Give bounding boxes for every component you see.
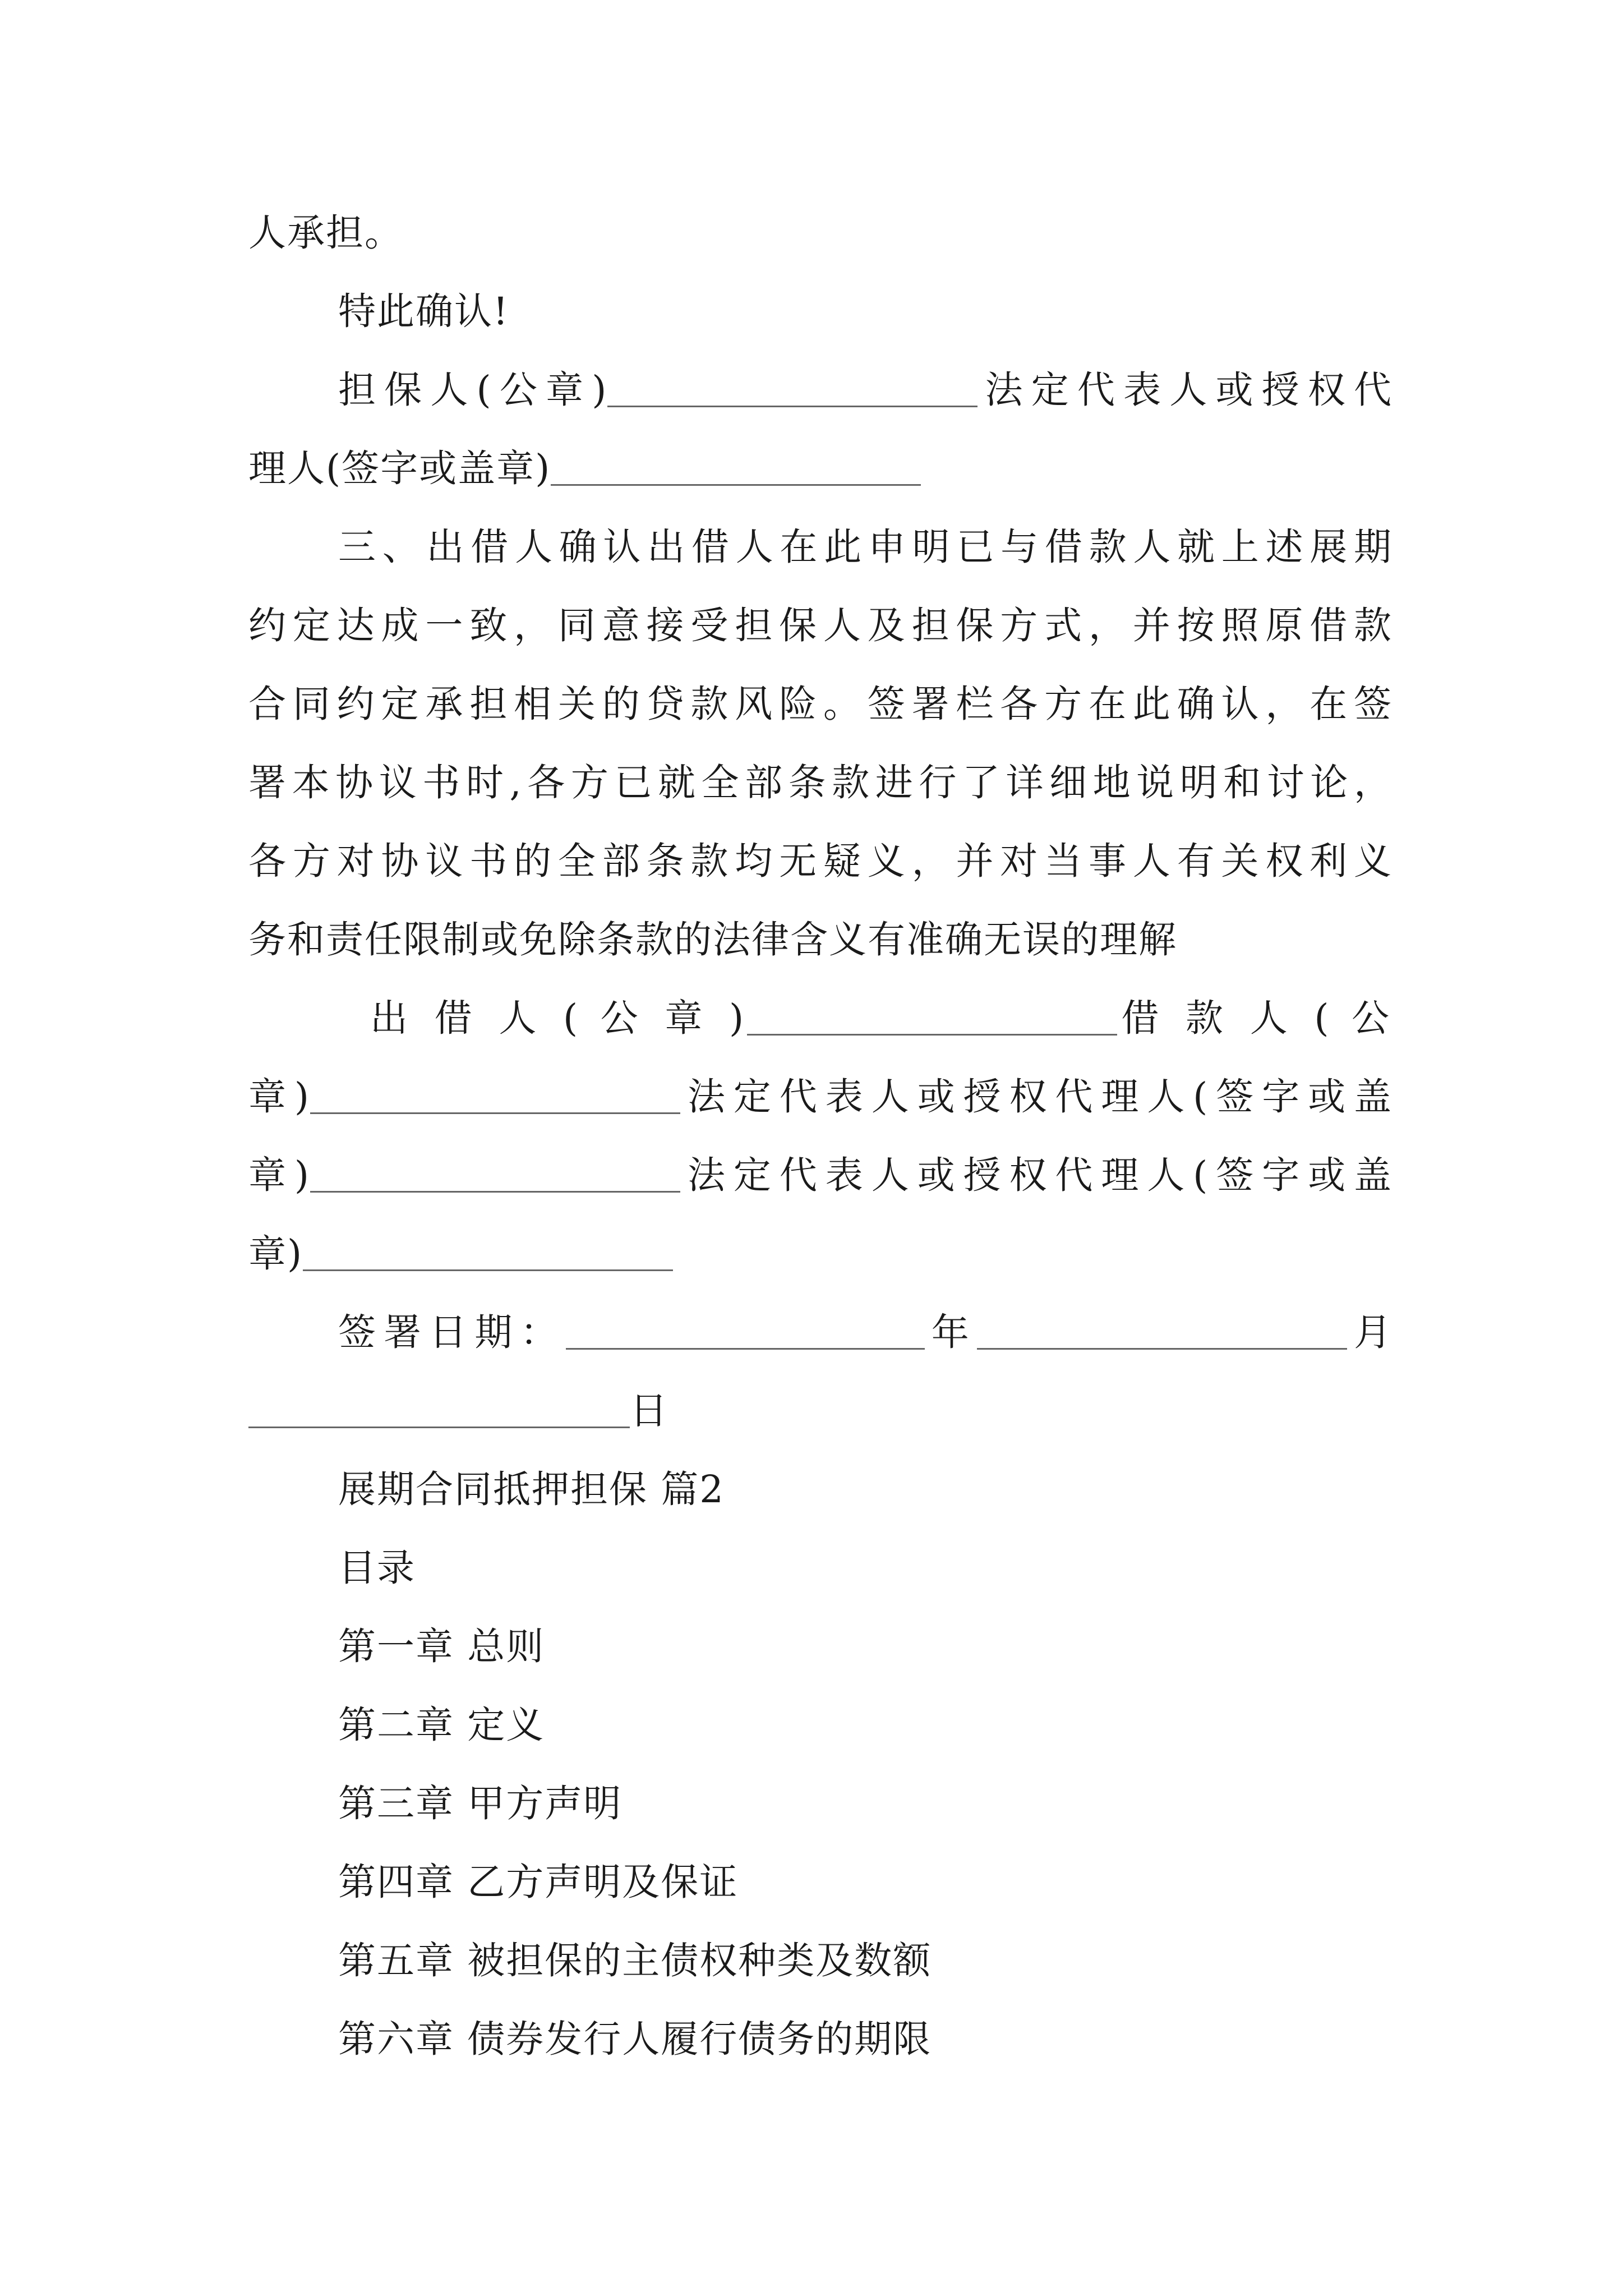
line-text: 第六章 债券发行人履行债务的期限	[338, 2017, 932, 2061]
paragraph-line	[248, 743, 1393, 822]
line-text: 展期合同抵押担保 篇2	[338, 1467, 725, 1511]
line-text: 章)	[248, 1153, 311, 1197]
line-text: 第三章 甲方声明	[338, 1782, 623, 1825]
line-text: 法定代表人或授权代	[978, 368, 1393, 412]
line-text: 合同约定承担相关的贷款风险。签署栏各方在此确认，在签	[248, 682, 1393, 726]
lender-borrower-line	[370, 979, 1393, 1057]
signature-line	[248, 1214, 1393, 1293]
signature-line	[248, 1057, 1393, 1136]
line-text: 各方对协议书的全部条款均无疑义，并对当事人有关权利义	[248, 839, 1393, 883]
paragraph-line	[248, 586, 1393, 665]
guarantor-signature-line	[338, 351, 1393, 429]
signature-blank	[747, 1032, 1117, 1036]
text-line	[338, 272, 1393, 351]
toc-item	[338, 1921, 1393, 2000]
line-text: 目录	[338, 1546, 416, 1590]
line-text: 第四章 乙方声明及保证	[338, 1860, 739, 1904]
paragraph-line	[338, 508, 1393, 586]
signature-blank	[310, 1189, 680, 1193]
line-text: 第二章 定义	[338, 1703, 545, 1747]
line-text: 年	[924, 1310, 977, 1354]
toc-item	[338, 1764, 1393, 1843]
line-text: 务和责任限制或免除条款的法律含义有准确无误的理解	[248, 918, 1177, 961]
signing-date-line	[338, 1293, 1393, 1372]
line-text: 月	[1347, 1310, 1393, 1354]
line-text: 理人(签字或盖章)	[248, 447, 551, 490]
line-text: 日	[630, 1389, 668, 1433]
line-text: 章)	[248, 1232, 303, 1276]
paragraph-line	[248, 665, 1393, 743]
line-text: 第五章 被担保的主债权种类及数额	[338, 1939, 932, 1982]
toc-item	[338, 1607, 1393, 1686]
signature-blank	[310, 1110, 680, 1114]
toc-title	[338, 1529, 1393, 1607]
toc-item	[338, 2000, 1393, 2078]
day-blank	[248, 1424, 630, 1428]
signature-line	[248, 1136, 1393, 1214]
year-blank	[566, 1346, 925, 1350]
line-text: 法定代表人或授权代理人(签字或盖	[680, 1153, 1393, 1197]
line-text: 第一章 总则	[338, 1625, 545, 1668]
line-text: 特此确认!	[338, 289, 509, 333]
section-heading	[338, 1450, 1393, 1529]
line-text: 人承担。	[248, 211, 403, 255]
month-blank	[977, 1346, 1347, 1350]
line-text: 担保人(公章)	[338, 368, 608, 412]
toc-item	[338, 1843, 1393, 1921]
text-line	[248, 194, 1393, 272]
signing-date-day-line	[248, 1372, 1393, 1450]
signature-blank	[607, 403, 978, 407]
line-text: 签署日期：	[338, 1310, 566, 1354]
line-text: 法定代表人或授权代理人(签字或盖	[680, 1075, 1393, 1119]
line-text: 三、出借人确认出借人在此申明已与借款人就上述展期	[338, 525, 1393, 569]
guarantor-representative-line	[248, 429, 1393, 508]
signature-blank	[303, 1267, 673, 1271]
signature-blank	[551, 482, 921, 486]
line-text: 借 款 人 ( 公	[1117, 996, 1393, 1040]
line-text: 署本协议书时,各方已就全部条款进行了详细地说明和讨论，	[248, 761, 1393, 804]
line-text: 出 借 人 ( 公 章 )	[370, 996, 748, 1040]
toc-item	[338, 1686, 1393, 1764]
line-text: 约定达成一致，同意接受担保人及担保方式，并按照原借款	[248, 604, 1393, 647]
line-text: 章)	[248, 1075, 311, 1119]
paragraph-line	[248, 822, 1393, 900]
paragraph-line	[248, 900, 1393, 979]
